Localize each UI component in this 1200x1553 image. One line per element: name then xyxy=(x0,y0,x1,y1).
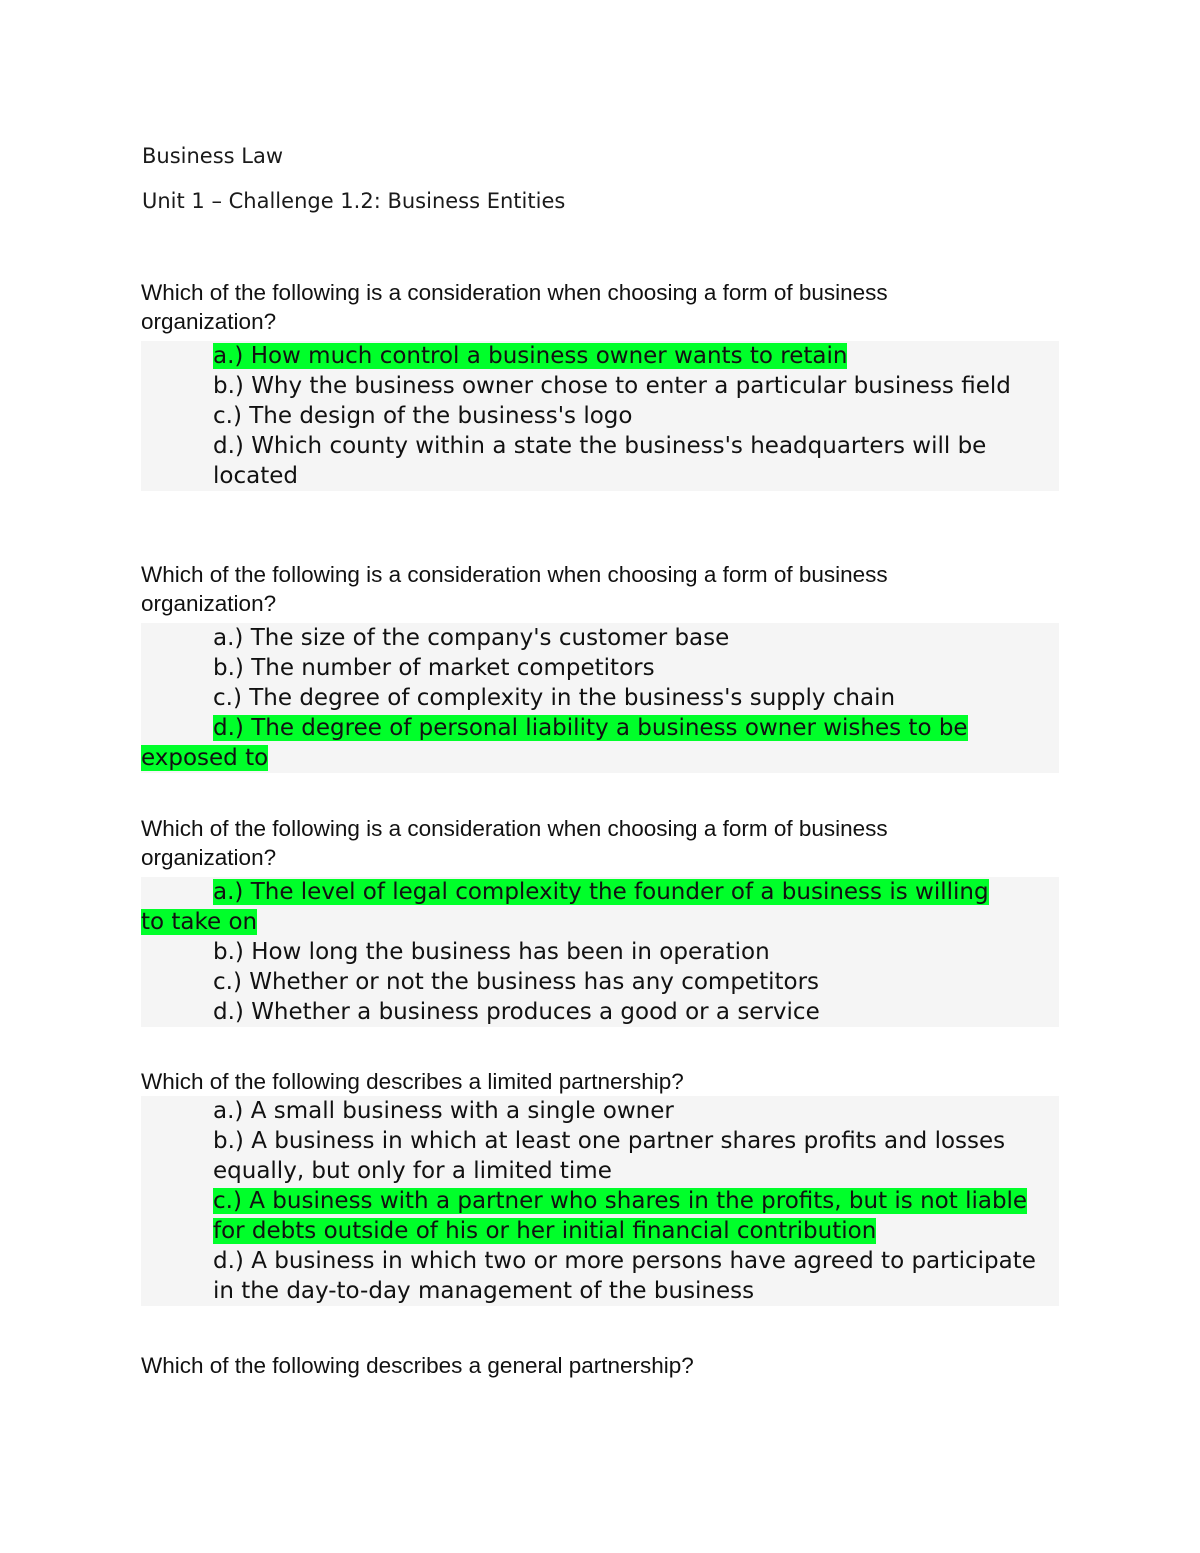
answer-option: c.) Whether or not the business has any competitors xyxy=(213,969,820,995)
answer-options xyxy=(141,623,1059,773)
question-prompt: Which of the following is a consideration when choosing a form of business organization? xyxy=(141,280,888,334)
answer-option-correct xyxy=(141,877,1001,937)
answer-option-correct xyxy=(141,1186,1059,1246)
answer-option: c.) The design of the business's logo xyxy=(213,403,633,429)
option-text: c.) A business with a partner who shares in the profits, but is not liable for debts outside of his or her initial financial contribution xyxy=(213,1188,1028,1244)
answer-option: b.) Why the business owner chose to enter a particular business field xyxy=(213,373,1011,399)
answer-option-correct xyxy=(141,341,1059,371)
answer-option: c.) The degree of complexity in the business's supply chain xyxy=(213,685,896,711)
answer-options xyxy=(141,877,1059,1027)
document-title: Business Law xyxy=(142,144,284,168)
answer-option: a.) A small business with a single owner xyxy=(213,1098,674,1124)
answer-option: b.) A business in which at least one partner shares profits and losses equally, but only for a limited time xyxy=(213,1128,1006,1184)
question-block xyxy=(141,1067,1059,1306)
question-block xyxy=(141,1351,1059,1380)
question-prompt: Which of the following describes a limited partnership? xyxy=(141,1069,684,1094)
option-text: a.) The level of legal complexity the founder of a business is willing to take on xyxy=(141,879,989,935)
answer-option: a.) The size of the company's customer base xyxy=(213,625,730,651)
question-prompt: Which of the following describes a general partnership? xyxy=(141,1353,694,1378)
question-prompt: Which of the following is a consideration when choosing a form of business organization? xyxy=(141,562,888,616)
question-prompt: Which of the following is a consideration when choosing a form of business organization? xyxy=(141,816,888,870)
question-block xyxy=(141,560,1059,773)
answer-option: b.) How long the business has been in operation xyxy=(213,939,770,965)
answer-option: d.) Which county within a state the business's headquarters will be located xyxy=(213,433,987,489)
answer-option: d.) Whether a business produces a good or a service xyxy=(213,999,820,1025)
question-block xyxy=(141,278,1059,491)
question-block xyxy=(141,814,1059,1027)
answer-options xyxy=(141,1096,1059,1306)
answer-option-correct xyxy=(141,713,1059,773)
answer-option: d.) A business in which two or more persons have agreed to participate in the day-to-day management of the business xyxy=(213,1248,1036,1304)
answer-options xyxy=(141,341,1059,491)
option-text: a.) How much control a business owner wants to retain xyxy=(213,343,848,369)
answer-option: b.) The number of market competitors xyxy=(213,655,655,681)
document-subtitle: Unit 1 – Challenge 1.2: Business Entities xyxy=(142,189,566,213)
option-text: d.) The degree of personal liability a business owner wishes to be exposed to xyxy=(141,715,968,771)
